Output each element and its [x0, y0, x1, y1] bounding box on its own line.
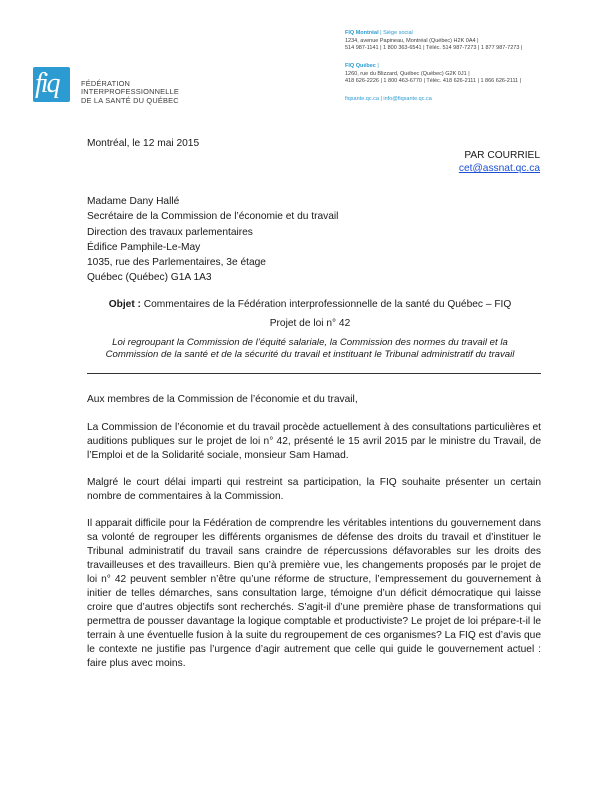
- org-name-line: DE LA SANTÉ DU QUÉBEC: [81, 95, 179, 105]
- bill-title: [72, 337, 548, 361]
- address-line: 1260, rue du Blizzard, Québec (Québec) G2K 0J1 |: [345, 70, 470, 77]
- paragraph-2: Malgré le court délai imparti qui restreint sa participation, la FIQ souhaite présenter un certain nombre de commentaires à la Commission.: [87, 477, 541, 502]
- address-line: 1234, avenue Papineau, Montréal (Québec) H2K 0A4 |: [345, 37, 479, 44]
- paragraph-1: La Commission de l’économie et du travail procède actuellement à des consultations particulières et auditions publiques sur le projet de loi n° 42, présenté le 15 avril 2015 par le ministre du Travail, de l’Emploi et de la Solidarité sociale, monsieur Sam Hamad.: [87, 422, 541, 461]
- office-sub: | Siège social: [378, 30, 413, 36]
- paragraph-3: Il apparait difficile pour la Fédération de comprendre les véritables intentions du gouvernement dans sa volonté de regrouper les différents organismes de défense des droits du travail et d’instituer le Tribunal administratif du travail sans craindre de répercussions défavorables sur les droits des travailleuses et des travailleurs. Bien qu’à première vue, les changements proposés par le projet de loi n° 42 peuvent sembler n’être qu’une réforme de structure, l’empressement du gouvernement à initier de telles démarches, sans consultation large, témoigne d’un déficit démocratique qui laisse croire que d’autres objectifs sont recherchés. S’agit-il d’une première phase de transformations qui permettra de pousser davantage la logique comptable et productiviste? Le projet de loi prépare-t-il le terrain à une éventuelle fusion à la suite du regroupement de ces organismes? La FIQ est d’avis que le contexte ne justifie pas l’urgence d’agir autrement que celle qui guide le gouvernement actuel : faire plus avec moins.: [87, 518, 541, 669]
- office-sub: |: [375, 63, 379, 69]
- recipient-line: Édifice Pamphile-Le-May: [87, 241, 201, 253]
- organization-name: [81, 80, 179, 105]
- delivery-method: PAR COURRIEL: [464, 150, 540, 161]
- website-link[interactable]: fiqsante.qc.ca | info@fiqsante.qc.ca: [345, 96, 432, 102]
- org-name-line: INTERPROFESSIONNELLE: [81, 87, 180, 97]
- recipient-line: Secrétaire de la Commission de l’économie et du travail: [87, 211, 339, 223]
- email-link[interactable]: cet@assnat.qc.ca: [458, 163, 540, 174]
- address-quebec: [345, 63, 521, 86]
- recipient-line: Québec (Québec) G1A 1A3: [87, 272, 212, 284]
- fiq-logo-text: fiq: [35, 68, 59, 99]
- fiq-logo: [33, 67, 70, 102]
- bill-number: Projet de loi n° 42: [269, 318, 351, 329]
- recipient-block: [87, 194, 338, 286]
- office-name: FIQ Montréal: [345, 30, 379, 36]
- phone-line: 418 626-2226 | 1 800 463-6770 | Téléc. 418 626-2111 | 1 866 626-2111 |: [345, 78, 522, 85]
- bill-title-line: Loi regroupant la Commission de l’équité salariale, la Commission des normes du travail et la: [112, 337, 508, 348]
- recipient-line: Direction des travaux parlementaires: [87, 226, 253, 238]
- salutation: Aux membres de la Commission de l’économie et du travail,: [87, 394, 358, 405]
- recipient-line: 1035, rue des Parlementaires, 3e étage: [87, 257, 266, 269]
- org-name-line: FÉDÉRATION: [81, 79, 131, 88]
- bill-title-line: Commission de la santé et de la sécurité du travail et instituant le Tribunal administratif du travail: [105, 349, 515, 360]
- recipient-line: Madame Dany Hallé: [87, 196, 180, 207]
- subject-label: Objet :: [108, 299, 141, 310]
- phone-line: 514 987-1141 | 1 800 363-6541 | Téléc. 514 987-7273 | 1 877 987-7273 |: [345, 45, 523, 52]
- office-name: FIQ Québec: [345, 63, 376, 69]
- divider: [87, 373, 541, 374]
- subject-text: Commentaires de la Fédération interprofessionnelle de la santé du Québec – FIQ: [140, 299, 512, 310]
- address-montreal: [345, 30, 522, 53]
- subject-line: [60, 299, 560, 310]
- letter-date: Montréal, le 12 mai 2015: [87, 138, 200, 149]
